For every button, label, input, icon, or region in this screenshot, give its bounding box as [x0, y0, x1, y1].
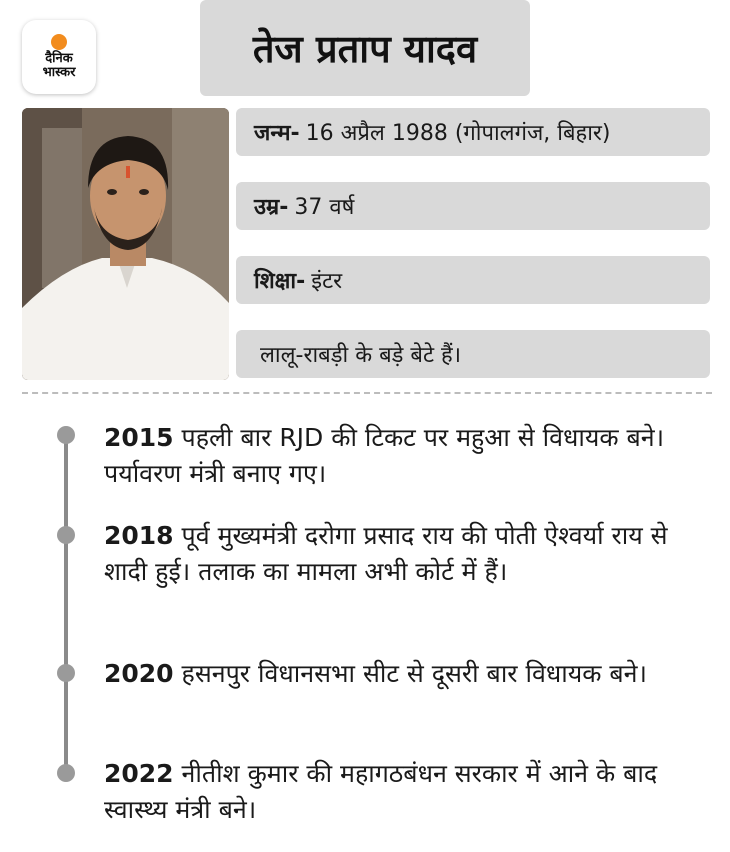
dainik-bhaskar-logo — [22, 20, 96, 94]
info-row-family — [236, 330, 710, 378]
info-value: इंटर — [311, 269, 343, 294]
timeline-text: पहली बार RJD की टिकट पर महुआ से विधायक बने। पर्यावरण मंत्री बनाए गए। — [104, 423, 665, 488]
timeline-dot — [57, 764, 75, 782]
timeline-text: नीतीश कुमार की महागठबंधन सरकार में आने के बाद स्वास्थ्य मंत्री बने। — [104, 759, 658, 824]
info-value: लालू-राबड़ी के बड़े बेटे हैं। — [260, 343, 462, 368]
info-row-birth — [236, 108, 710, 156]
timeline-year: 2020 — [104, 659, 174, 688]
portrait-photo — [22, 108, 229, 380]
portrait-icon — [22, 108, 229, 380]
info-value: 37 वर्ष — [294, 195, 355, 220]
info-label: उम्र- — [254, 195, 289, 220]
page-title: तेज प्रताप यादव — [252, 27, 478, 71]
logo-text-line1: दैनिक — [45, 51, 73, 66]
timeline-year: 2018 — [104, 521, 174, 550]
section-divider — [22, 392, 712, 394]
timeline-entry-2015 — [104, 420, 714, 492]
sun-icon — [51, 34, 67, 50]
timeline-line — [64, 434, 68, 776]
logo-text-line2: भास्कर — [42, 65, 76, 80]
timeline-text: हसनपुर विधानसभा सीट से दूसरी बार विधायक बने। — [181, 659, 647, 688]
info-value: 16 अप्रैल 1988 (गोपालगंज, बिहार) — [305, 121, 611, 146]
info-row-age — [236, 182, 710, 230]
timeline-dot — [57, 526, 75, 544]
info-row-education — [236, 256, 710, 304]
info-label: जन्म- — [254, 121, 300, 146]
timeline-text: पूर्व मुख्यमंत्री दरोगा प्रसाद राय की पोती ऐश्वर्या राय से शादी हुई। तलाक का मामला अभी कोर्ट में हैं। — [104, 521, 668, 586]
timeline-dot — [57, 664, 75, 682]
title-banner — [200, 0, 530, 96]
timeline-year: 2015 — [104, 423, 174, 452]
timeline-year: 2022 — [104, 759, 174, 788]
timeline-entry-2022 — [104, 756, 714, 828]
timeline-entry-2018 — [104, 518, 714, 590]
info-label: शिक्षा- — [254, 269, 306, 294]
timeline-dot — [57, 426, 75, 444]
timeline-entry-2020 — [104, 656, 714, 692]
